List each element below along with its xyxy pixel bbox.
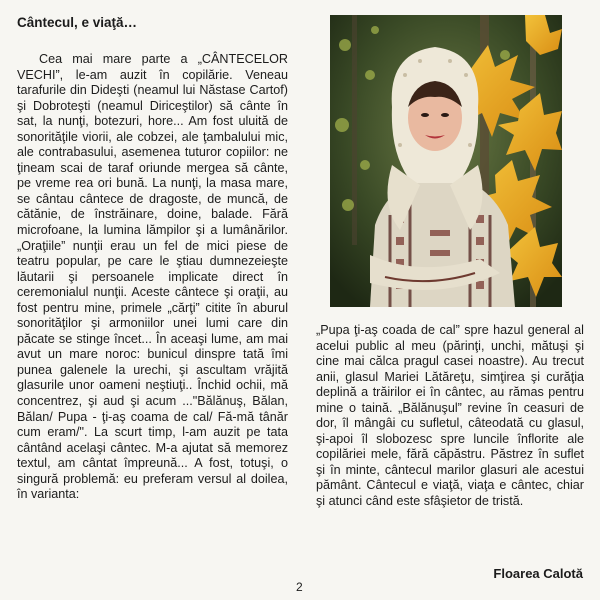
- left-column: [17, 52, 288, 503]
- portrait-photo: [330, 15, 562, 307]
- left-column-text: Cea mai mare parte a „CÂNTECELOR VECHI”, le-am auzit în copilărie. Veneau tarafurile din Dideşti (neamul lui Năstase Cartof) şi Dobroteşti (neamul Diriceştilor) să cânte în sat, la nunţi, botezuri, hore... Am fost uluită de sonorităţile viorii, ale cobzei, ale ţambalului mic, ale contrabasului, asemenea tuturor copiilor: ne ţineam scai de taraf oriunde mergea să cânte, pe vreme rea ori bună. La nunţi, la masa mare, se cântau cântece de dragoste, de muncă, de cătănie, de înstrăinare, doine, balade. Fără microfoane, la lumina lămpilor şi a lumânărilor. „Oraţiile” nunţii erau un fel de mici piese de teatru popular, pe care le ştiau dumnezeieşte lăutarii şi persoanele implicate direct în ceremonialul nunţii. Aceste cântece şi oraţii, au fost pentru mine, primele „cărţi” citite în aburul sonorităţilor şi armoniilor unei lumi care din păcate se stinge încet... În aceaşi lume, am mai avut un mare noroc: bunicul dinspre tată îmi punea galenele la urechi, şi ascultam vrăjită glasurile unor oameni neştiuţi.. Închid ochii, mă concentrez, şi aud şi acum ..."Bălănuş, Bălan, Bălan/ Pupa - ţi-aş coama de cal/ Fă-mă tânăr cum eram/". La scurt timp, l-am auzit pe tata cântând acelaşi cântec. M-a ajutat să memorez textul, am cântat împreună... A fost, totuşi, o singură problemă: eu preferam versul al doilea, în varianta:: [17, 52, 288, 502]
- right-column-text: „Pupa ţi-aş coada de cal” spre hazul general al acelui public al meu (părinţi, unchi, mătuşi şi cine mai călca pragul casei noastre). Au trecut anii, glasul Mariei Lătăreţu, simţirea şi curăţia deplină a trăirilor ei în cântec, au rămas pentru mine o taină. „Bălănuşul” revine în ceasuri de dor, îl mângâi cu sufletul, câteodată cu glasul, şi-apoi îl slobozesc spre luncile înflorite ale copilăriei mele, fără căpăstru. Păstrez în suflet şi în minte, cântecul marilor glasuri ale acestui pământ. Cântecul e viaţă, viaţa e cântec, chiar şi atunci când este sfâşietor de tristă.: [316, 323, 584, 509]
- right-column: [316, 323, 584, 510]
- page-number: 2: [296, 580, 303, 594]
- page-title: Cântecul, e viaţă…: [17, 15, 138, 30]
- author-signature: Floarea Calotă: [493, 566, 583, 581]
